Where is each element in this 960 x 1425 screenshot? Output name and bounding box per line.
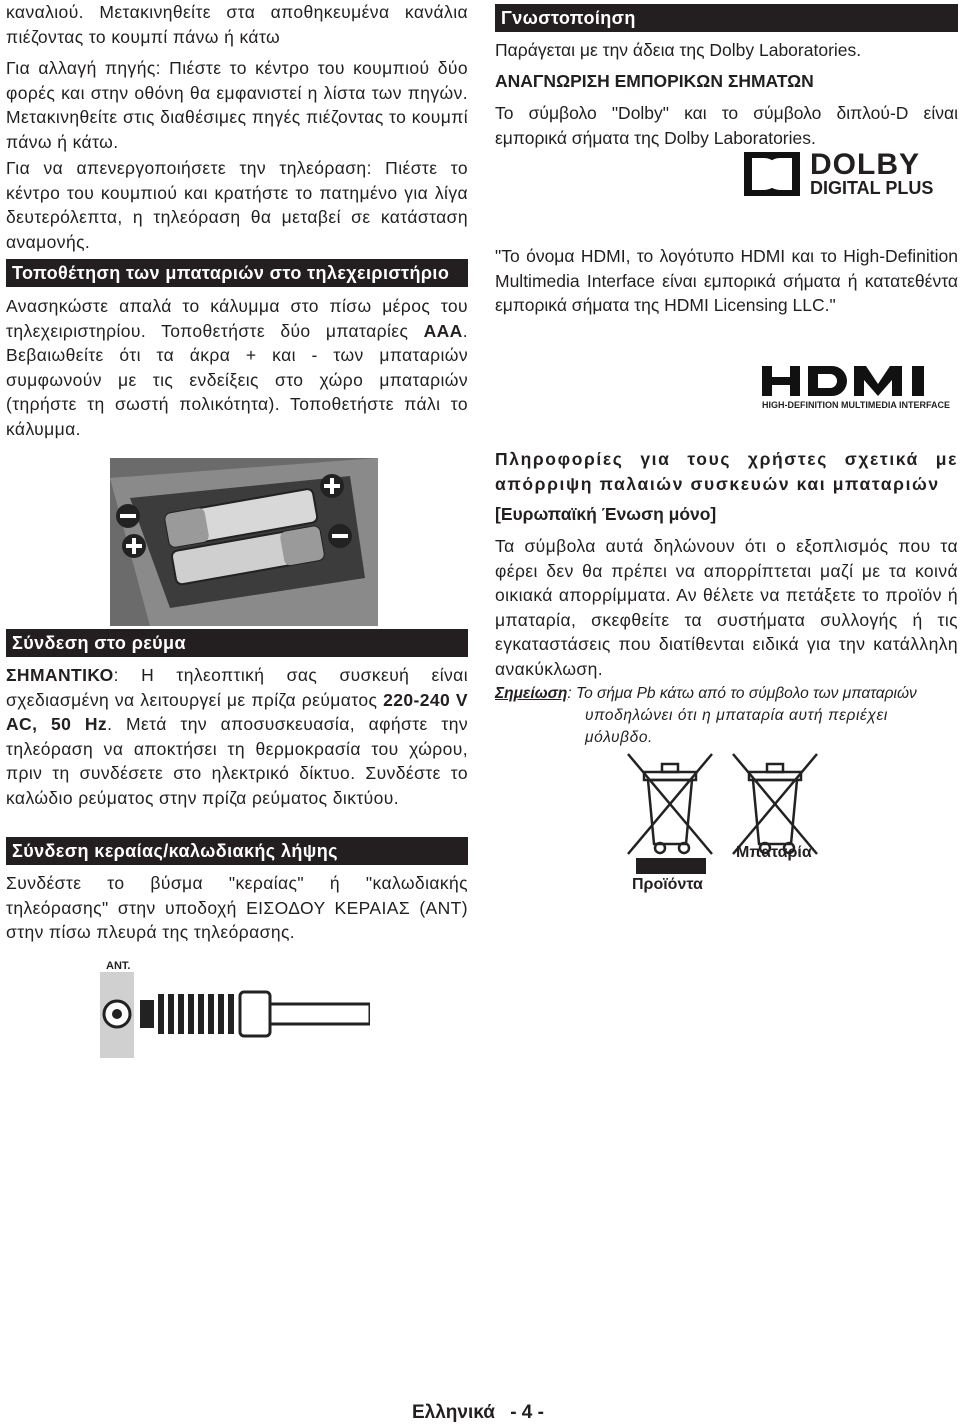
dolby-digital-plus-logo [744, 148, 960, 204]
notice-text: Παράγεται με την άδεια της Dolby Laboratories. [495, 40, 862, 60]
page-footer [412, 1402, 544, 1424]
products-label: Προϊόντα [632, 876, 703, 893]
antenna-section-heading: Σύνδεση κεραίας/καλωδιακής λήψης [6, 837, 468, 865]
disposal-text: Τα σύμβολα αυτά δηλώνουν ότι ο εξοπλισμός που τα φέρει δεν θα πρέπει να απορρίπτεται μαζί με τα κοινά οικιακά απορρίμματα. Αν θέλετε να πετάξετε το προϊόν ή μπαταρία, σκεφθείτε τα συστήματα συλλογής ή τις εγκαταστάσεις που διατίθενται ειδικά για την κατάλληλη ανακύκλωση. [495, 536, 958, 679]
power-text-b: . Μετά την αποσυσκευασία, αφήστε την τηλεόραση να αποκτήσει τη θερμοκρασία του χώρου, πριν τη συνδέσετε στο ηλεκτρικό δίκτυο. Συνδέστε το καλώδιο ρεύματος στην πρίζα ρεύματος δικτύου. [6, 714, 468, 808]
hdmi-logo [762, 364, 958, 414]
power-voltage: 220-240 V AC, 50 Hz [6, 689, 469, 734]
footer-language: Ελληνικά [412, 1402, 495, 1423]
battery-section-heading: Τοποθέτηση των μπαταριών στο τηλεχειριστήριο [6, 259, 468, 287]
note-text-first: : Το σήμα Pb κάτω από το σύμβολο των μπαταριών [567, 685, 917, 702]
dolby-logo-sub: DIGITAL PLUS [810, 178, 934, 198]
paragraph-standby: Για να απενεργοποιήσετε την τηλεόραση: Πιέστε το κέντρο του κουμπιού και κρατήστε το πατημένο για λίγα δευτερόλεπτα, η τηλεόραση θα μεταβεί σε κατάσταση αναμονής. [6, 158, 468, 252]
battery-label: Μπαταρία [736, 844, 812, 861]
power-instructions [6, 663, 468, 810]
eu-only-label: [Ευρωπαϊκή Ένωση μόνο] [495, 504, 717, 524]
lead-note [495, 683, 958, 749]
remote-battery-illustration [110, 458, 378, 626]
trademark-heading: ΑΝΑΓΝΩΡΙΣΗ ΕΜΠΟΡΙΚΩΝ ΣΗΜΑΤΩΝ [495, 71, 814, 91]
ant-label: ANT. [106, 960, 131, 972]
note-text-rest: υποδηλώνει ότι η μπαταρία αυτή περιέχει μόλυβδο. [585, 707, 888, 746]
antenna-instructions: Συνδέστε το βύσμα "κεραίας" ή "καλωδιακής τηλεόρασης" στην υποδοχή ΕΙΣΟΔΟΥ ΚΕΡΑΙΑΣ (ANT) στην πίσω πλευρά της τηλεόρασης. [6, 873, 468, 942]
note-label: Σημείωση [495, 685, 568, 702]
battery-instructions [6, 294, 468, 441]
hdmi-text: "Το όνομα HDMI, το λογότυπο HDMI και το High-Definition Multimedia Interface είναι εμπορικά σήματα ή κατατεθέντα εμπορικά σήματα της HDMI Licensing LLC." [495, 246, 958, 315]
important-label: ΣΗΜΑΝΤΙΚΟ [6, 665, 114, 685]
dolby-text: Το σύμβολο "Dolby" και το σύμβολο διπλού-D είναι εμπορικά σήματα της Dolby Laboratories. [495, 103, 958, 148]
power-text-a: : Η τηλεοπτική σας συσκευή είναι σχεδιασμένη να λειτουργεί με πρίζα ρεύματος [6, 665, 468, 710]
battery-text-b: . Βεβαιωθείτε ότι τα άκρα + και - των μπαταριών συμφωνούν με τις ενδείξεις στο χώρο μπαταριών (τηρήστε τη σωστή πολικότητα). Τοποθετήστε πάλι το κάλυμμα. [6, 320, 468, 439]
battery-type: AAA [423, 320, 463, 341]
power-section-heading: Σύνδεση στο ρεύμα [6, 629, 468, 657]
notice-heading: Γνωστοποίηση [495, 4, 958, 32]
battery-bin-symbol [731, 752, 819, 856]
footer-page-number: - 4 - [510, 1402, 544, 1423]
hdmi-logo-sub: HIGH-DEFINITION MULTIMEDIA INTERFACE [762, 400, 950, 410]
antenna-connector-illustration [100, 962, 370, 1058]
disposal-heading: Πληροφορίες για τους χρήστες σχετικά με απόρριψη παλαιών συσκευών και μπαταριών [495, 449, 958, 494]
dolby-logo-word: DOLBY [810, 148, 920, 181]
paragraph-source-change: Για αλλαγή πηγής: Πιέστε το κέντρο του κουμπιού δύο φορές και στην οθόνη θα εμφανιστεί η λίστα των πηγών. Μετακινηθείτε στις διαθέσιμες πηγές πιέζοντας το κουμπί πάνω ή κάτω. [6, 58, 468, 152]
battery-text-a: Ανασηκώστε απαλά το κάλυμμα στο πίσω μέρος του τηλεχειριστηρίου. Τοποθετήστε δύο μπαταρίες [6, 296, 468, 341]
product-bar-mark [636, 858, 706, 874]
paragraph-channel-scroll: καναλιού. Μετακινηθείτε στα αποθηκευμένα κανάλια πιέζοντας το κουμπί πάνω ή κάτω [6, 2, 468, 47]
